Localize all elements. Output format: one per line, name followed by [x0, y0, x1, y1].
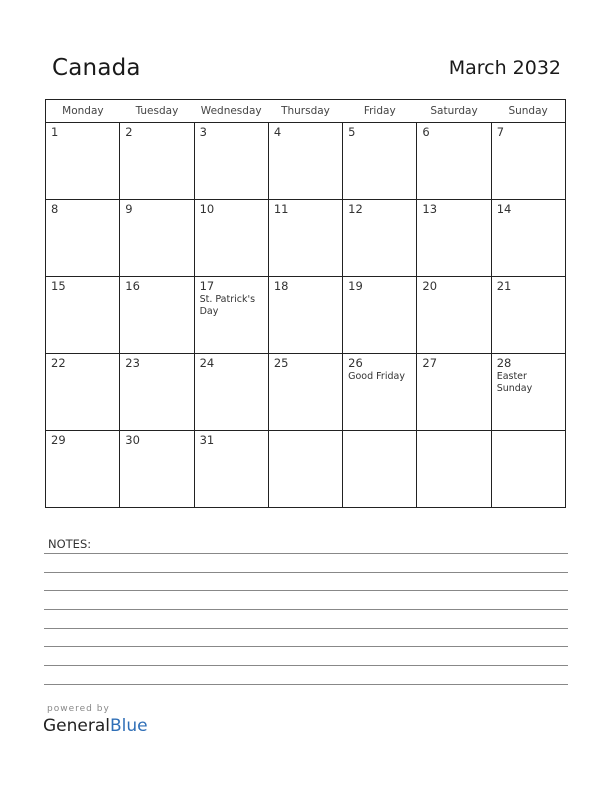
calendar-day-cell	[46, 354, 120, 431]
calendar-day-cell	[194, 354, 268, 431]
calendar-day-cell	[417, 123, 491, 200]
calendar-day-cell	[268, 123, 342, 200]
calendar-week-row	[46, 277, 566, 354]
day-number: 30	[125, 433, 140, 447]
calendar-day-cell	[194, 431, 268, 508]
day-number: 13	[422, 202, 438, 216]
brand-logo	[43, 716, 148, 736]
calendar-day-cell	[120, 277, 194, 354]
day-number: 11	[273, 202, 289, 216]
calendar-day-cell	[268, 277, 342, 354]
day-number: 29	[51, 433, 66, 447]
month-year-title: March 2032	[448, 57, 561, 79]
calendar-day-cell	[491, 277, 565, 354]
day-number: 21	[496, 279, 512, 293]
day-number: 25	[273, 356, 289, 370]
calendar-day-cell	[343, 354, 417, 431]
day-number: 26	[348, 356, 363, 370]
day-number: 3	[199, 125, 207, 139]
calendar-day-cell	[46, 277, 120, 354]
holiday-event: Easter Sunday	[496, 371, 533, 394]
day-number: 6	[422, 125, 430, 139]
day-number: 14	[496, 202, 512, 216]
note-line	[44, 646, 568, 647]
day-number: 8	[51, 202, 59, 216]
day-number: 2	[125, 125, 133, 139]
calendar-day-cell	[343, 123, 417, 200]
calendar-day-cell	[120, 354, 194, 431]
weekday-saturday: Saturday	[417, 100, 491, 123]
calendar-day-cell	[491, 123, 565, 200]
day-number: 27	[422, 356, 438, 370]
calendar-week-row	[46, 123, 566, 200]
calendar-day-cell	[194, 123, 268, 200]
calendar-day-cell	[491, 200, 565, 277]
day-number: 15	[51, 279, 66, 293]
calendar-day-cell	[417, 200, 491, 277]
note-line	[44, 609, 568, 610]
day-number: 5	[348, 125, 356, 139]
day-number: 9	[125, 202, 133, 216]
day-number: 31	[199, 433, 215, 447]
day-number: 10	[199, 202, 215, 216]
calendar-day-cell	[46, 431, 120, 508]
calendar-day-cell	[268, 354, 342, 431]
note-line	[44, 628, 568, 629]
day-number: 16	[125, 279, 140, 293]
calendar-day-cell	[491, 354, 565, 431]
calendar-day-cell	[417, 354, 491, 431]
weekday-wednesday: Wednesday	[194, 100, 268, 123]
weekday-thursday: Thursday	[268, 100, 342, 123]
calendar-week-row	[46, 200, 566, 277]
brand-blue: Blue	[110, 716, 148, 736]
day-number: 17	[199, 279, 215, 293]
note-line	[44, 590, 568, 591]
day-number: 18	[273, 279, 289, 293]
day-number: 4	[273, 125, 282, 139]
powered-by-text: powered by	[47, 704, 110, 714]
note-line	[44, 665, 568, 666]
calendar-day-cell	[120, 431, 194, 508]
weekday-tuesday: Tuesday	[120, 100, 194, 123]
calendar-day-cell	[46, 123, 120, 200]
holiday-event: Good Friday	[348, 371, 405, 382]
note-line	[44, 684, 568, 685]
country-title: Canada	[52, 55, 141, 81]
day-number: 24	[199, 356, 215, 370]
weekday-header-row	[46, 100, 566, 123]
calendar-week-row	[46, 431, 566, 508]
calendar-day-cell	[343, 200, 417, 277]
note-line	[44, 572, 568, 573]
calendar-day-cell	[417, 431, 491, 508]
calendar-day-cell	[194, 200, 268, 277]
calendar-day-cell	[343, 277, 417, 354]
day-number: 19	[348, 279, 363, 293]
note-line	[44, 553, 568, 554]
calendar-day-cell	[491, 431, 565, 508]
day-number: 28	[496, 356, 512, 370]
calendar-day-cell	[120, 200, 194, 277]
calendar-day-cell	[120, 123, 194, 200]
weekday-friday: Friday	[343, 100, 417, 123]
calendar-day-cell	[343, 431, 417, 508]
calendar-day-cell	[268, 200, 342, 277]
calendar-day-cell	[46, 200, 120, 277]
calendar-day-cell	[194, 277, 268, 354]
calendar-grid	[45, 99, 566, 508]
day-number: 22	[51, 356, 66, 370]
holiday-event: St. Patrick's Day	[199, 294, 256, 317]
day-number: 1	[51, 125, 59, 139]
calendar-day-cell	[268, 431, 342, 508]
brand-general: General	[43, 716, 110, 736]
day-number: 20	[422, 279, 438, 293]
day-number: 12	[348, 202, 363, 216]
calendar-day-cell	[417, 277, 491, 354]
weekday-monday: Monday	[46, 100, 120, 123]
calendar-week-row	[46, 354, 566, 431]
day-number: 7	[496, 125, 505, 139]
weekday-sunday: Sunday	[491, 100, 565, 123]
day-number: 23	[125, 356, 140, 370]
notes-label: NOTES:	[48, 537, 92, 551]
